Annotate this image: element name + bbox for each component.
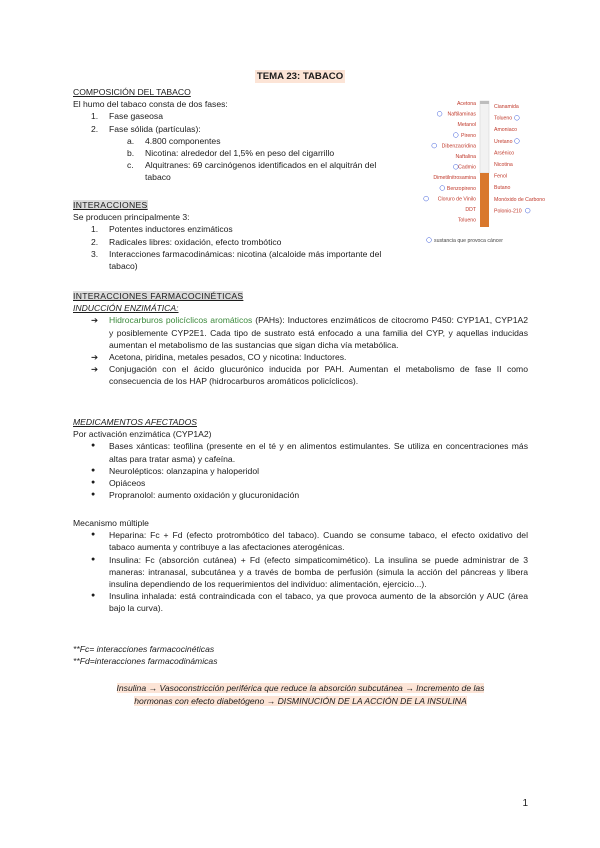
note-fc: **Fc= interacciones farmacocinéticas: [73, 644, 215, 654]
induccion-heading: INDUCCIÓN ENZIMÁTICA:: [73, 303, 179, 314]
right-label: Fenol: [494, 173, 507, 180]
left-label: Dibenzacridina: [441, 143, 476, 150]
list-item: 2. Radicales libres: oxidación, efecto trombótico: [91, 236, 282, 247]
bullet-icon: ●: [91, 442, 96, 450]
right-labels: [494, 104, 545, 214]
page-title: TEMA 23: TABACO: [256, 71, 344, 82]
right-label: Uretano: [494, 138, 513, 145]
right-label: Butano: [494, 185, 511, 192]
carcinogen-marker-icon: [437, 111, 442, 116]
carcinogen-marker-icon: [515, 115, 520, 120]
right-label: Cianamida: [494, 104, 519, 110]
composicion-intro: El humo del tabaco consta de dos fases:: [73, 99, 228, 110]
list-item: ➔ Conjugación con el ácido glucurónico inducida por PAH. Aumentan el metabolismo de fase II como consecuencia de los HAP (hidrocarburos aromáticos policíclicos).: [91, 364, 528, 387]
composicion-heading: COMPOSICIÓN DEL TABACO: [73, 87, 191, 97]
right-label: Arsénico: [494, 150, 515, 157]
bullet-icon: ●: [91, 491, 96, 499]
left-label: Cadmio: [458, 164, 476, 171]
cigarette-ash: [480, 101, 489, 104]
list-item: ● Propranolol: aumento oxidación y glucuronidación: [91, 490, 300, 501]
composicion-section: [73, 86, 403, 184]
list-item: ➔ Acetona, piridina, metales pesados, CO y nicotina: Inductores.: [91, 352, 347, 363]
list-item: 1. Potentes inductores enzimáticos: [91, 224, 233, 235]
mecanismo-intro: Mecanismo múltiple: [73, 518, 149, 528]
left-label: DDT: [465, 207, 476, 213]
list-item: 2. Fase sólida (partículas):: [91, 123, 201, 134]
carcinogen-marker-icon: [453, 133, 458, 138]
right-label: Monóxido de Carbono: [494, 196, 546, 203]
left-label: Naftilaminas: [447, 111, 476, 118]
arrow-icon: ➔: [91, 352, 99, 363]
farmacocineticas-section: [73, 290, 528, 388]
carcinogen-marker-icon: [440, 186, 445, 191]
farmacocineticas-heading: INTERACCIONES FARMACOCINÉTICAS: [73, 291, 244, 301]
list-item: ➔ Hidrocarburos policíclicos aromáticos (PAHs): Inductores enzimáticos de citocromo P450: CYP1A1, CYP1A2 y posiblemente CYP2E1. Cada tipo de sustrato está enfocado a una familia del CYP, y aquellas inducidas aumentan el metabolismo de las sustancias que sigan dicha vía metabólica.: [91, 315, 528, 350]
pah-highlight: Hidrocarburos policíclicos aromáticos: [109, 315, 253, 326]
sub-list-item: b. Nicotina: alrededor del 1,5% en peso del cigarrillo: [127, 148, 335, 159]
list-item: 1. Fase gaseosa: [91, 111, 163, 122]
right-label: Amoniaco: [494, 127, 518, 134]
arrow-icon: ➔: [91, 315, 99, 326]
bullet-icon: ●: [91, 531, 96, 539]
list-item: ● Insulina inhalada: está contraindicada con el tabaco, ya que provoca aumento de la absorción y AUC (área bajo la curva).: [91, 591, 528, 614]
notes-section: [73, 643, 528, 667]
interacciones-intro: Se producen principalmente 3:: [73, 212, 190, 223]
insulin-summary-banner: [73, 682, 528, 707]
arrow-icon: ➔: [91, 364, 99, 375]
left-label: Tolueno: [457, 217, 476, 224]
medicamentos-intro: Por activación enzimática (CYP1A2): [73, 429, 212, 440]
list-item: ● Bases xánticas: teofilina (presente en el té y en alimentos estimulantes. Se utiliza en concentraciones más altas para tratar asma) y cafeína.: [91, 441, 528, 464]
sub-list-item: a. 4.800 componentes: [127, 135, 221, 146]
left-label: Acetona: [456, 101, 476, 107]
bullet-icon: ●: [91, 555, 96, 563]
bullet-icon: ●: [91, 479, 96, 487]
right-label: Tolueno: [494, 115, 513, 122]
medicamentos-heading: MEDICAMENTOS AFECTADOS: [73, 417, 197, 427]
banner-line-1: Insulina → Vasoconstricción periférica que reduce la absorción subcutánea → Incremento de las: [116, 683, 485, 693]
bullet-icon: ●: [91, 466, 96, 474]
list-item: ● Neurolépticos: olanzapina y haloperidol: [91, 465, 260, 476]
mecanismo-section: [73, 517, 528, 615]
list-item: ● Heparina: Fc + Fd (efecto protrombótico del tabaco). Cuando se consume tabaco, el efecto oxidativo del tabaco aumenta y contribuye a las afectaciones aterogénicas.: [91, 530, 528, 553]
left-label: Dimetilnitrosamina: [433, 175, 476, 182]
sub-list-item: c. Alquitranes: 69 carcinógenos identificados en el alquitrán del tabaco: [127, 160, 377, 183]
title-wrap: [0, 70, 600, 83]
list-item: ● Opiáceos: [91, 478, 146, 489]
carcinogen-marker-icon: [515, 139, 520, 144]
bullet-icon: ●: [91, 592, 96, 600]
page-number: 1: [522, 798, 528, 809]
carcinogen-marker-icon: [432, 143, 437, 148]
list-item: ● Insulina: Fc (absorción cutánea) + Fd (efecto simpaticomimético). La insulina se puede administrar de 3 maneras: intranasal, subcutánea y a través de bomba de perfusión (simula la acción del páncreas y libera insulina dependiendo de los requerimientos del individuo: alimentación, ejercicio...).: [91, 554, 528, 590]
banner-line-2: hormonas con efecto diabetógeno → DISMINUCIÓN DE LA ACCIÓN DE LA INSULINA: [134, 695, 467, 706]
cigarette-paper: [480, 101, 489, 173]
right-label: Nicotina: [494, 162, 513, 168]
interacciones-section: [73, 199, 528, 272]
note-fd: **Fd=interacciones farmacodinámicas: [73, 656, 218, 667]
left-label: Naftalina: [455, 154, 476, 160]
left-label: Metanol: [457, 122, 476, 129]
right-label: Polonio-210: [494, 208, 522, 215]
left-label: Benzopireno: [446, 185, 476, 192]
left-label: Pireno: [461, 132, 476, 139]
left-label: Cloruro de Vinilo: [437, 196, 476, 203]
interacciones-heading: INTERACCIONES: [73, 200, 148, 210]
list-item: 3. Interacciones farmacodinámicas: nicotina (alcaloide más importante del tabaco): [91, 248, 382, 272]
medicamentos-section: [73, 416, 528, 501]
figure-caption: sustancia que provoca cáncer: [434, 238, 503, 244]
